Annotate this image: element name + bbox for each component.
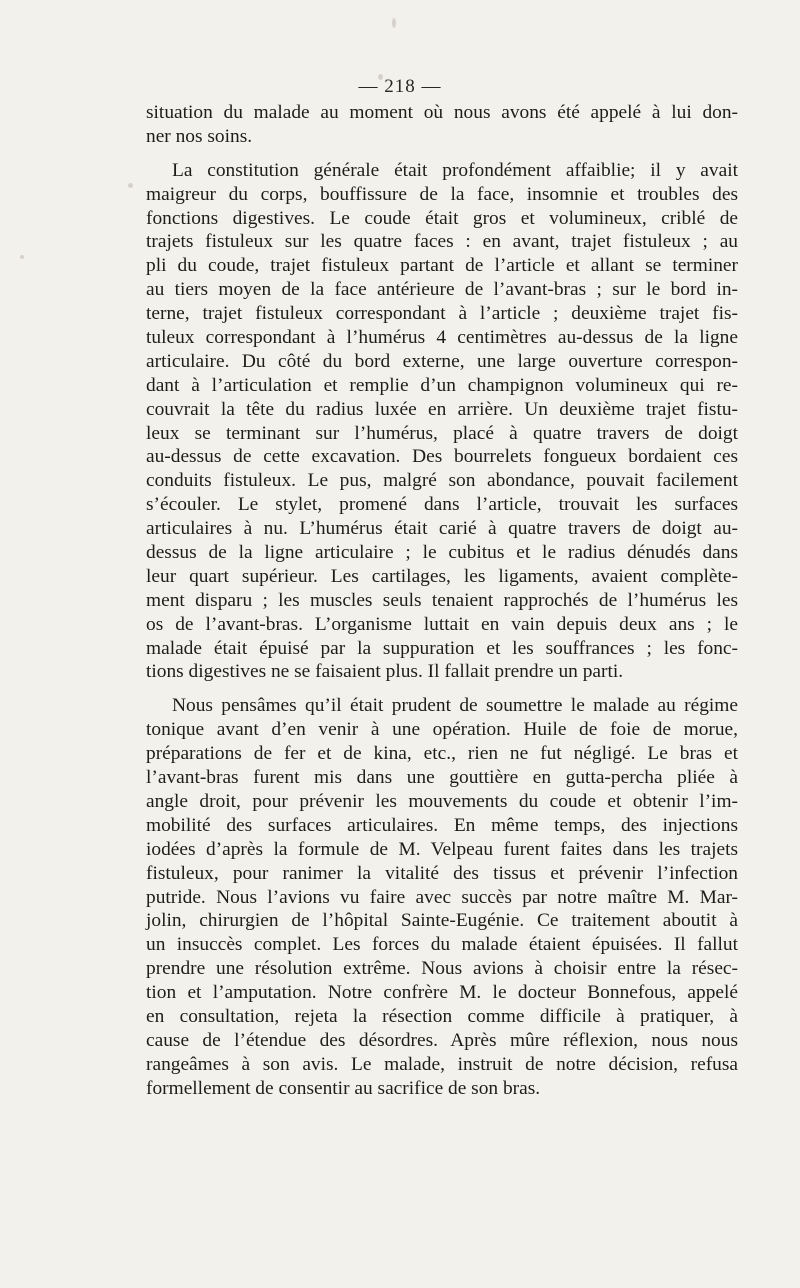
text-line: dant à l’articulation et remplie d’un champignon volumineux qui re-	[146, 374, 738, 396]
text-line: fistuleux, pour ranimer la vitalité des tissus et prévenir l’infection	[146, 862, 738, 884]
paper-speck	[20, 255, 24, 259]
paper-speck	[128, 183, 133, 188]
text-line: l’avant-bras furent mis dans une gouttière en gutta-percha pliée à	[146, 767, 738, 789]
text-line: putride. Nous l’avions vu faire avec succès par notre maître M. Mar-	[146, 886, 738, 908]
text-line: articulaires à nu. L’humérus était carié à quatre travers de doigt au-	[146, 518, 738, 540]
paragraph-2	[146, 159, 738, 685]
text-line: tions digestives ne se faisaient plus. Il fallait prendre un parti.	[146, 661, 624, 683]
text-line: trajets fistuleux sur les quatre faces : en avant, trajet fistuleux ; au	[146, 231, 738, 253]
text-line: mobilité des surfaces articulaires. En même temps, des injections	[146, 814, 738, 836]
text-line: au tiers moyen de la face antérieure de l’avant-bras ; sur le bord in-	[146, 279, 738, 301]
text-line: s’écouler. Le stylet, promené dans l’article, trouvait les surfaces	[146, 494, 738, 516]
page-number: — 218 —	[358, 76, 442, 97]
text-line: iodées d’après la formule de M. Velpeau furent faites dans les trajets	[146, 838, 738, 860]
text-line: ner nos soins.	[146, 125, 253, 147]
text-line: La constitution générale était profondément affaiblie; il y avait	[172, 159, 738, 181]
text-line: tuleux correspondant à l’humérus 4 centimètres au-dessus de la ligne	[146, 327, 738, 349]
text-line: fonctions digestives. Le coude était gros et volumineux, criblé de	[146, 207, 738, 229]
text-line: prendre une résolution extrême. Nous avions à choisir entre la résec-	[146, 958, 738, 980]
text-line: articulaire. Du côté du bord externe, une large ouverture correspon-	[146, 350, 738, 372]
text-line: ment disparu ; les muscles seuls tenaient rapprochés de l’humérus les	[146, 589, 738, 611]
text-line: conduits fistuleux. Le pus, malgré son abondance, pouvait facilement	[146, 470, 738, 492]
text-line: pli du coude, trajet fistuleux partant de l’article et allant se terminer	[146, 255, 738, 277]
paper-speck	[392, 18, 396, 28]
text-line: dessus de la ligne articulaire ; le cubitus et le radius dénudés dans	[146, 542, 738, 564]
text-line: leur quart supérieur. Les cartilages, les ligaments, avaient complète-	[146, 565, 738, 587]
body-text	[146, 101, 738, 1101]
text-line: rangeâmes à son avis. Le malade, instruit de notre décision, refusa	[146, 1053, 738, 1075]
text-line: malade était épuisé par la suppuration et les souffrances ; les fonc-	[146, 637, 738, 659]
text-line: Nous pensâmes qu’il était prudent de soumettre le malade au régime	[172, 695, 738, 717]
text-line: leux se terminant sur l’humérus, placé à quatre travers de doigt	[146, 422, 738, 444]
text-line: formellement de consentir au sacrifice de son bras.	[146, 1077, 541, 1099]
text-line: couvrait la tête du radius luxée en arrière. Un deuxième trajet fistu-	[146, 398, 738, 420]
text-line: un insuccès complet. Les forces du malade étaient épuisées. Il fallut	[146, 934, 738, 956]
text-line: maigreur du corps, bouffissure de la face, insomnie et troubles des	[146, 183, 738, 205]
text-line: cause de l’étendue des désordres. Après mûre réflexion, nous nous	[146, 1029, 738, 1051]
text-line: os de l’avant-bras. L’organisme luttait en vain depuis deux ans ; le	[146, 613, 738, 635]
text-line: en consultation, rejeta la résection comme difficile à pratiquer, à	[146, 1005, 738, 1027]
text-line: jolin, chirurgien de l’hôpital Sainte-Eugénie. Ce traitement aboutit à	[146, 910, 738, 932]
text-line: angle droit, pour prévenir les mouvements du coude et obtenir l’im-	[146, 790, 738, 812]
paragraph-1	[146, 101, 738, 149]
text-line: terne, trajet fistuleux correspondant à l’article ; deuxième trajet fis-	[146, 303, 738, 325]
text-line: préparations de fer et de kina, etc., rien ne fut négligé. Le bras et	[146, 743, 738, 765]
text-line: au-dessus de cette excavation. Des bourrelets fongueux bordaient ces	[146, 446, 738, 468]
text-line: tion et l’amputation. Notre confrère M. le docteur Bonnefous, appelé	[146, 982, 738, 1004]
text-line: tonique avant d’en venir à une opération. Huile de foie de morue,	[146, 719, 738, 741]
paragraph-3	[146, 694, 738, 1100]
text-line: situation du malade au moment où nous avons été appelé à lui don-	[146, 102, 738, 123]
